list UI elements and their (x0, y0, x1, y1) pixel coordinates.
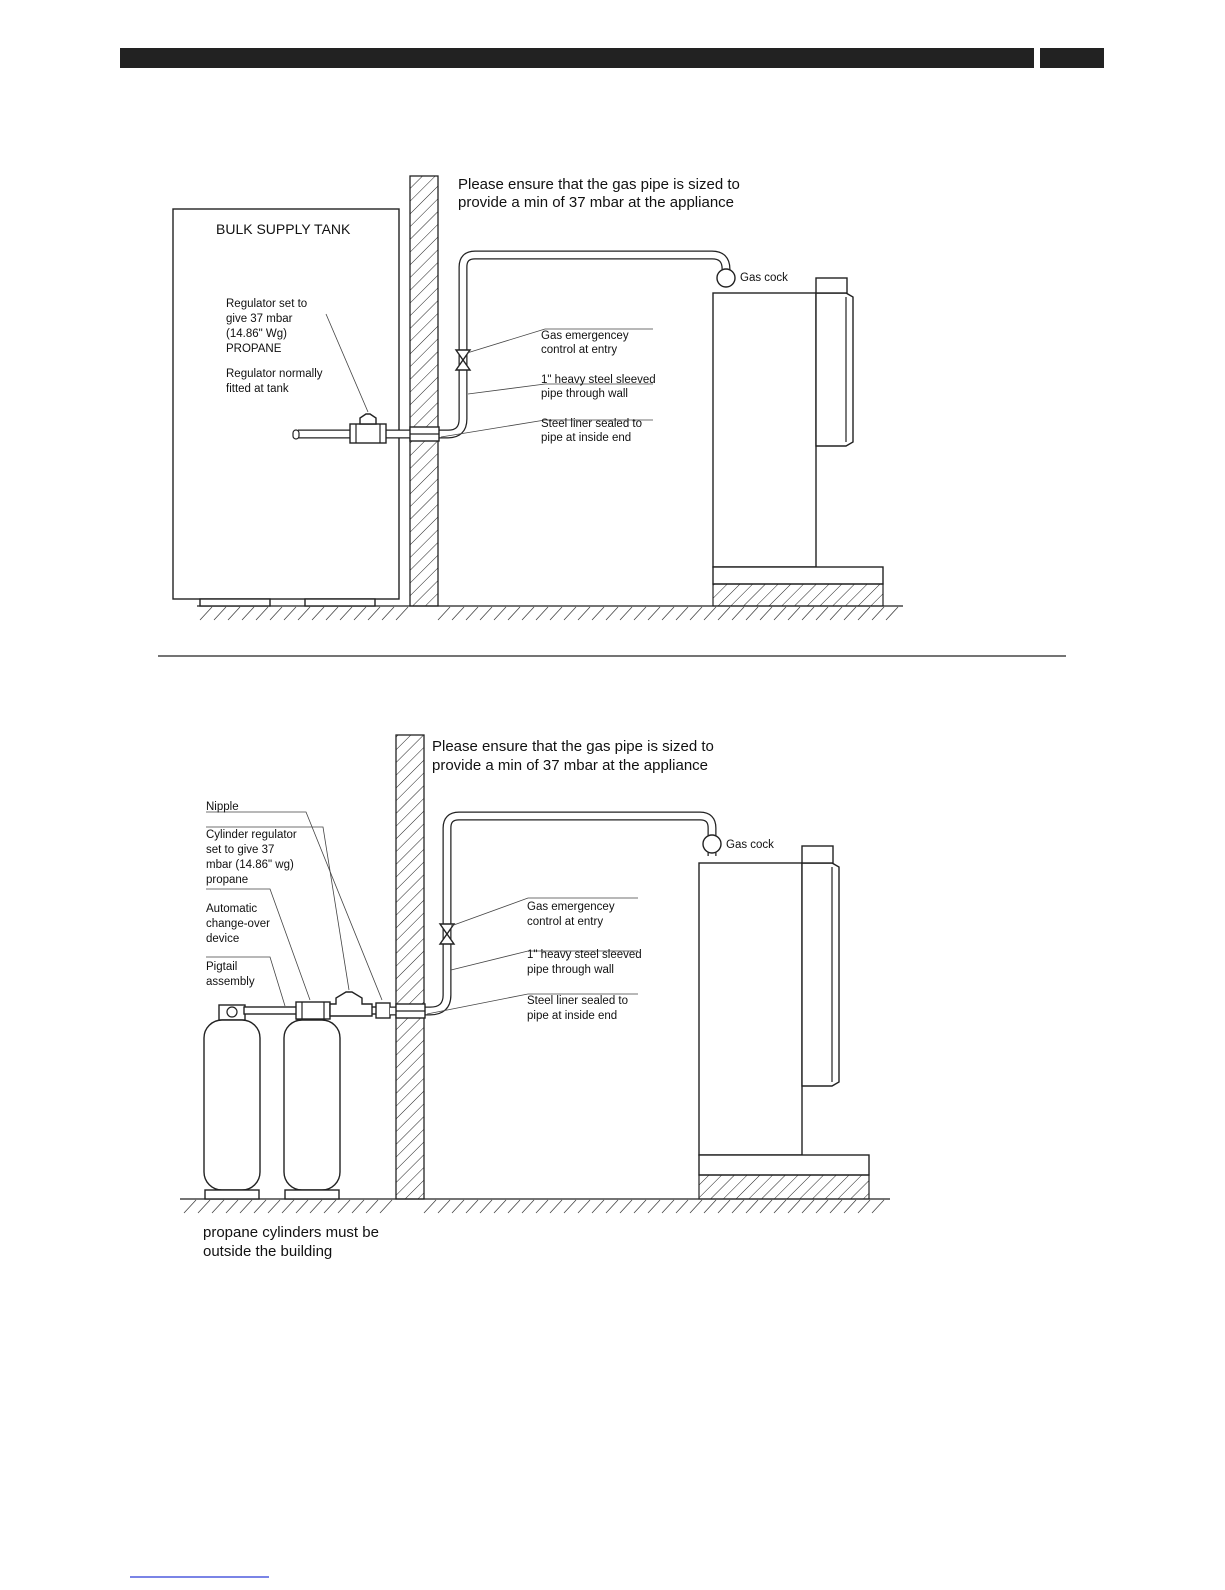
gas-cock-label-bottom: Gas cock (726, 839, 774, 851)
appliance-plinth-bottom (699, 1175, 869, 1199)
ground-hatch (200, 607, 898, 620)
appliance-plinth (713, 584, 883, 606)
nipple-fitting (376, 1003, 390, 1018)
diagram-cylinders (180, 735, 890, 1260)
diagram-bulk-tank (173, 176, 903, 620)
building-wall (410, 176, 438, 606)
pipe-size-note-bottom: Please ensure that the gas pipe is sized to (432, 738, 714, 755)
sleeved-pipe-label-bottom: 1" heavy steel sleeved (527, 949, 642, 961)
appliance-front-panel-bottom (802, 863, 839, 1086)
svg-text:give 37 mbar: give 37 mbar (226, 313, 293, 325)
gas-cock-valve (717, 269, 735, 287)
appliance-body (713, 293, 816, 567)
regulator-label: Regulator set to (226, 298, 308, 310)
svg-text:control at entry: control at entry (541, 344, 618, 356)
propane-cylinder-1 (204, 1005, 260, 1199)
building-wall-bottom (396, 735, 424, 1199)
ground-hatch-bottom (184, 1200, 884, 1213)
cylinder-regulator (330, 992, 372, 1016)
tank-foot-left (200, 599, 270, 606)
pipe-size-note-bottom-2: provide a min of 37 mbar at the appliance (432, 757, 708, 774)
svg-text:fitted at tank: fitted at tank (226, 383, 289, 395)
propane-cylinder-2 (284, 1005, 340, 1199)
svg-text:mbar (14.86" wg): mbar (14.86" wg) (206, 859, 294, 871)
svg-text:pipe through wall: pipe through wall (541, 388, 628, 400)
tank-foot-right (305, 599, 375, 606)
emergency-label: Gas emergencey (541, 330, 629, 342)
gas-cock-label: Gas cock (740, 272, 788, 284)
steel-liner-label: Steel liner sealed to (541, 418, 643, 430)
svg-text:propane: propane (206, 874, 249, 886)
pigtail-label: Pigtail (206, 961, 238, 973)
changeover-device (296, 1002, 330, 1019)
emergency-label-bottom: Gas emergencey (527, 901, 615, 913)
bulk-supply-tank (173, 209, 399, 599)
svg-text:pipe at inside end: pipe at inside end (541, 432, 632, 444)
svg-text:set to give 37: set to give 37 (206, 844, 275, 856)
appliance-hearth (713, 567, 883, 584)
nipple-label: Nipple (206, 801, 239, 813)
regulator-note: Regulator normally (226, 368, 323, 380)
svg-text:device: device (206, 933, 240, 945)
svg-text:pipe at inside end: pipe at inside end (527, 1010, 618, 1022)
header-bar (120, 48, 1034, 68)
emergency-valve-bottom (440, 924, 454, 944)
cylinder-regulator-label: Cylinder regulator (206, 829, 297, 841)
svg-text:PROPANE: PROPANE (226, 343, 282, 355)
tank-label: BULK SUPPLY TANK (216, 221, 351, 237)
pipe-size-note: Please ensure that the gas pipe is sized to (458, 176, 740, 193)
pipe-size-note-2: provide a min of 37 mbar at the appliance (458, 194, 734, 211)
gas-cock-valve-bottom (703, 835, 721, 853)
svg-text:control at entry: control at entry (527, 916, 604, 928)
steel-liner-label-bottom: Steel liner sealed to (527, 995, 629, 1007)
appliance-body-bottom (699, 863, 802, 1155)
svg-text:pipe through wall: pipe through wall (527, 964, 614, 976)
sleeved-pipe-label: 1" heavy steel sleeved (541, 374, 656, 386)
svg-text:(14.86" Wg): (14.86" Wg) (226, 328, 287, 340)
gas-pipe-bottom (390, 816, 712, 1011)
svg-text:assembly: assembly (206, 976, 255, 988)
changeover-label: Automatic (206, 903, 258, 915)
svg-text:change-over: change-over (206, 918, 270, 930)
appliance-flue-box-bottom (802, 846, 833, 863)
header-bar-tab (1040, 48, 1104, 68)
appliance-flue-box (816, 278, 847, 293)
svg-text:outside the building: outside the building (203, 1243, 333, 1260)
appliance-hearth-bottom (699, 1155, 869, 1175)
appliance-front-panel (816, 293, 853, 446)
outside-note: propane cylinders must be (203, 1224, 379, 1241)
